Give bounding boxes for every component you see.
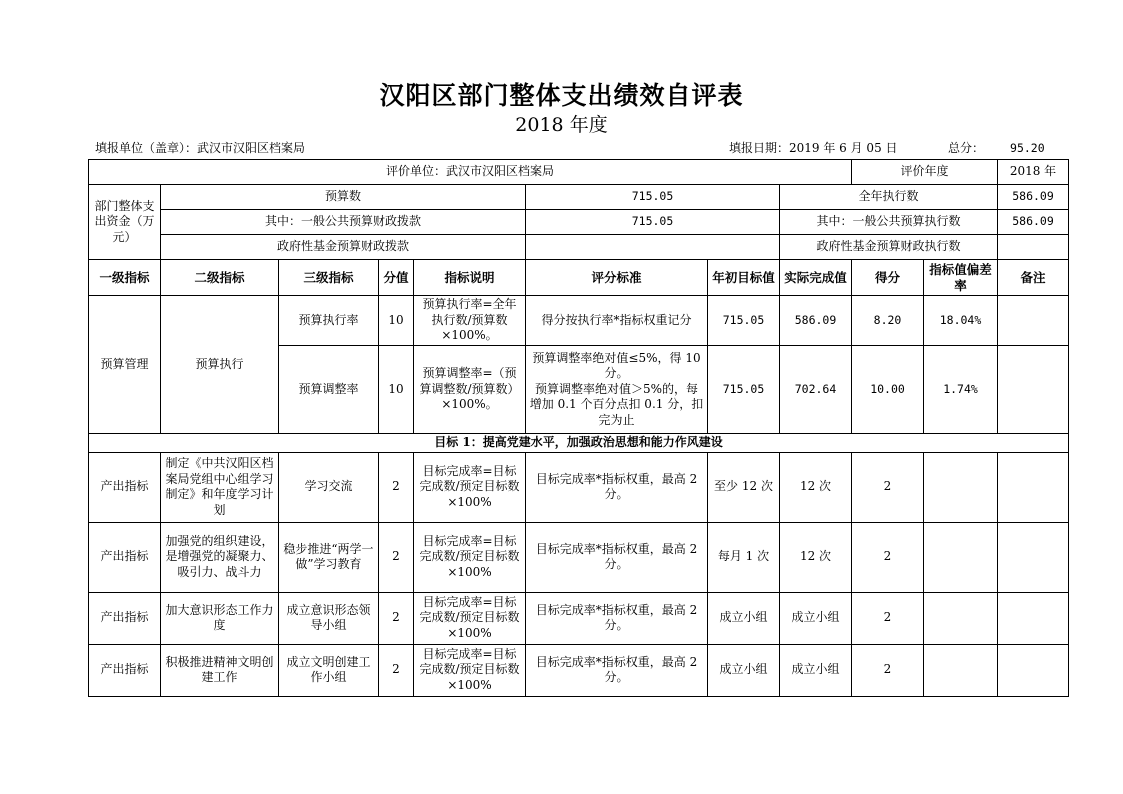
col-level3: 三级指标: [279, 260, 379, 296]
deviation-cell: 18.04%: [924, 296, 998, 346]
points-cell: 2: [379, 452, 414, 522]
col-target: 年初目标值: [708, 260, 780, 296]
level2-cell: 制定《中共汉阳区档案局党组中心组学习制定》和年度学习计划: [161, 452, 279, 522]
gov-fund-label: 政府性基金预算财政拨款: [161, 235, 526, 260]
col-description: 指标说明: [414, 260, 526, 296]
points-cell: 2: [379, 592, 414, 644]
note-cell: [998, 522, 1069, 592]
actual-cell: 12 次: [780, 522, 852, 592]
criteria-cell: 得分按执行率*指标权重记分: [526, 296, 708, 346]
budget-label: 预算数: [161, 185, 526, 210]
level2-cell: 积极推进精神文明创建工作: [161, 644, 279, 696]
deviation-cell: [924, 592, 998, 644]
score-cell: 8.20: [852, 296, 924, 346]
deviation-cell: [924, 644, 998, 696]
level1-cell: 产出指标: [89, 592, 161, 644]
description-cell: 目标完成率=目标完成数/预定目标数×100%: [414, 592, 526, 644]
target-cell: 成立小组: [708, 592, 780, 644]
reporting-date: 填报日期：2019 年 6 月 05 日: [729, 141, 898, 155]
table-row: [89, 644, 1069, 696]
budget-value: 715.05: [526, 185, 780, 210]
funds-label: 部门整体支出资金（万元）: [89, 185, 161, 260]
budget-level2: 预算执行: [161, 296, 279, 434]
description-cell: 目标完成率=目标完成数/预定目标数×100%: [414, 452, 526, 522]
actual-cell: 成立小组: [780, 644, 852, 696]
gov-fund-exec-label: 政府性基金预算财政执行数: [780, 235, 998, 260]
actual-cell: 成立小组: [780, 592, 852, 644]
description-cell: 目标完成率=目标完成数/预定目标数×100%: [414, 522, 526, 592]
points-cell: 2: [379, 644, 414, 696]
col-points: 分值: [379, 260, 414, 296]
page-title: 汉阳区部门整体支出绩效自评表: [379, 81, 744, 110]
col-deviation: 指标值偏差率: [924, 260, 998, 296]
level3-cell: 成立文明创建工作小组: [279, 644, 379, 696]
deviation-cell: 1.74%: [924, 346, 998, 434]
points-cell: 2: [379, 522, 414, 592]
target-cell: 715.05: [708, 346, 780, 434]
level3-cell: 成立意识形态领导小组: [279, 592, 379, 644]
col-criteria: 评分标准: [526, 260, 708, 296]
score-cell: 2: [852, 452, 924, 522]
exec-label: 全年执行数: [780, 185, 998, 210]
criteria-cell: 目标完成率*指标权重，最高 2 分。: [526, 592, 708, 644]
goal-title: 目标 1：提高党建水平，加强政治思想和能力作风建设: [89, 434, 1069, 453]
actual-cell: 702.64: [780, 346, 852, 434]
description-cell: 预算调整率=（预算调整数/预算数）×100%。: [414, 346, 526, 434]
general-exec-value: 586.09: [998, 210, 1069, 235]
evaluation-table: [88, 159, 1069, 697]
eval-year-label: 评价年度: [852, 160, 998, 185]
total-score-value: 95.20: [1010, 141, 1045, 155]
criteria-cell: 目标完成率*指标权重，最高 2 分。: [526, 522, 708, 592]
target-cell: 每月 1 次: [708, 522, 780, 592]
col-actual: 实际完成值: [780, 260, 852, 296]
actual-cell: 586.09: [780, 296, 852, 346]
criteria-line-1: 预算调整率绝对值≤5%，得 10 分。: [532, 350, 701, 381]
criteria-cell: [526, 346, 708, 434]
col-score: 得分: [852, 260, 924, 296]
eval-unit-row: [89, 160, 1069, 185]
actual-cell: 12 次: [780, 452, 852, 522]
funds-row-gov-fund: [89, 235, 1069, 260]
level1-cell: 产出指标: [89, 644, 161, 696]
exec-value: 586.09: [998, 185, 1069, 210]
col-level1: 一级指标: [89, 260, 161, 296]
gov-fund-exec-value: [998, 235, 1069, 260]
eval-year-value: 2018 年: [998, 160, 1069, 185]
score-cell: 10.00: [852, 346, 924, 434]
deviation-cell: [924, 522, 998, 592]
level1-cell: 产出指标: [89, 522, 161, 592]
table-row: [89, 522, 1069, 592]
target-cell: 成立小组: [708, 644, 780, 696]
points-cell: 10: [379, 296, 414, 346]
level2-cell: 加大意识形态工作力度: [161, 592, 279, 644]
total-score-label: 总分：: [948, 141, 985, 155]
table-row: [89, 592, 1069, 644]
table-row: [89, 452, 1069, 522]
criteria-line-2: 预算调整率绝对值＞5%的，每增加 0.1 个百分点扣 0.1 分，扣完为止: [529, 381, 704, 427]
level3-cell: 预算执行率: [279, 296, 379, 346]
score-cell: 2: [852, 522, 924, 592]
table-row: [89, 296, 1069, 346]
score-cell: 2: [852, 592, 924, 644]
level3-cell: 学习交流: [279, 452, 379, 522]
general-exec-label: 其中：一般公共预算执行数: [780, 210, 998, 235]
score-cell: 2: [852, 644, 924, 696]
reporting-unit: 填报单位（盖章）：武汉市汉阳区档案局: [95, 141, 306, 155]
note-cell: [998, 452, 1069, 522]
funds-row-budget: [89, 185, 1069, 210]
note-cell: [998, 296, 1069, 346]
criteria-cell: 目标完成率*指标权重，最高 2 分。: [526, 644, 708, 696]
level1-cell: 产出指标: [89, 452, 161, 522]
deviation-cell: [924, 452, 998, 522]
budget-level1: 预算管理: [89, 296, 161, 434]
goal-row: [89, 434, 1069, 453]
general-budget-value: 715.05: [526, 210, 780, 235]
target-cell: 至少 12 次: [708, 452, 780, 522]
level3-cell: 稳步推进“两学一做”学习教育: [279, 522, 379, 592]
gov-fund-value: [526, 235, 780, 260]
col-level2: 二级指标: [161, 260, 279, 296]
level2-cell: 加强党的组织建设，是增强党的凝聚力、吸引力、战斗力: [161, 522, 279, 592]
description-cell: 目标完成率=目标完成数/预定目标数×100%: [414, 644, 526, 696]
total-score: [948, 139, 1045, 156]
general-budget-label: 其中：一般公共预算财政拨款: [161, 210, 526, 235]
column-header-row: [89, 260, 1069, 296]
points-cell: 10: [379, 346, 414, 434]
col-note: 备注: [998, 260, 1069, 296]
level3-cell: 预算调整率: [279, 346, 379, 434]
note-cell: [998, 346, 1069, 434]
funds-row-general: [89, 210, 1069, 235]
page-subtitle: 2018 年度: [515, 114, 608, 136]
criteria-cell: 目标完成率*指标权重，最高 2 分。: [526, 452, 708, 522]
target-cell: 715.05: [708, 296, 780, 346]
eval-unit: 评价单位：武汉市汉阳区档案局: [89, 160, 852, 185]
note-cell: [998, 592, 1069, 644]
description-cell: 预算执行率=全年执行数/预算数×100%。: [414, 296, 526, 346]
note-cell: [998, 644, 1069, 696]
